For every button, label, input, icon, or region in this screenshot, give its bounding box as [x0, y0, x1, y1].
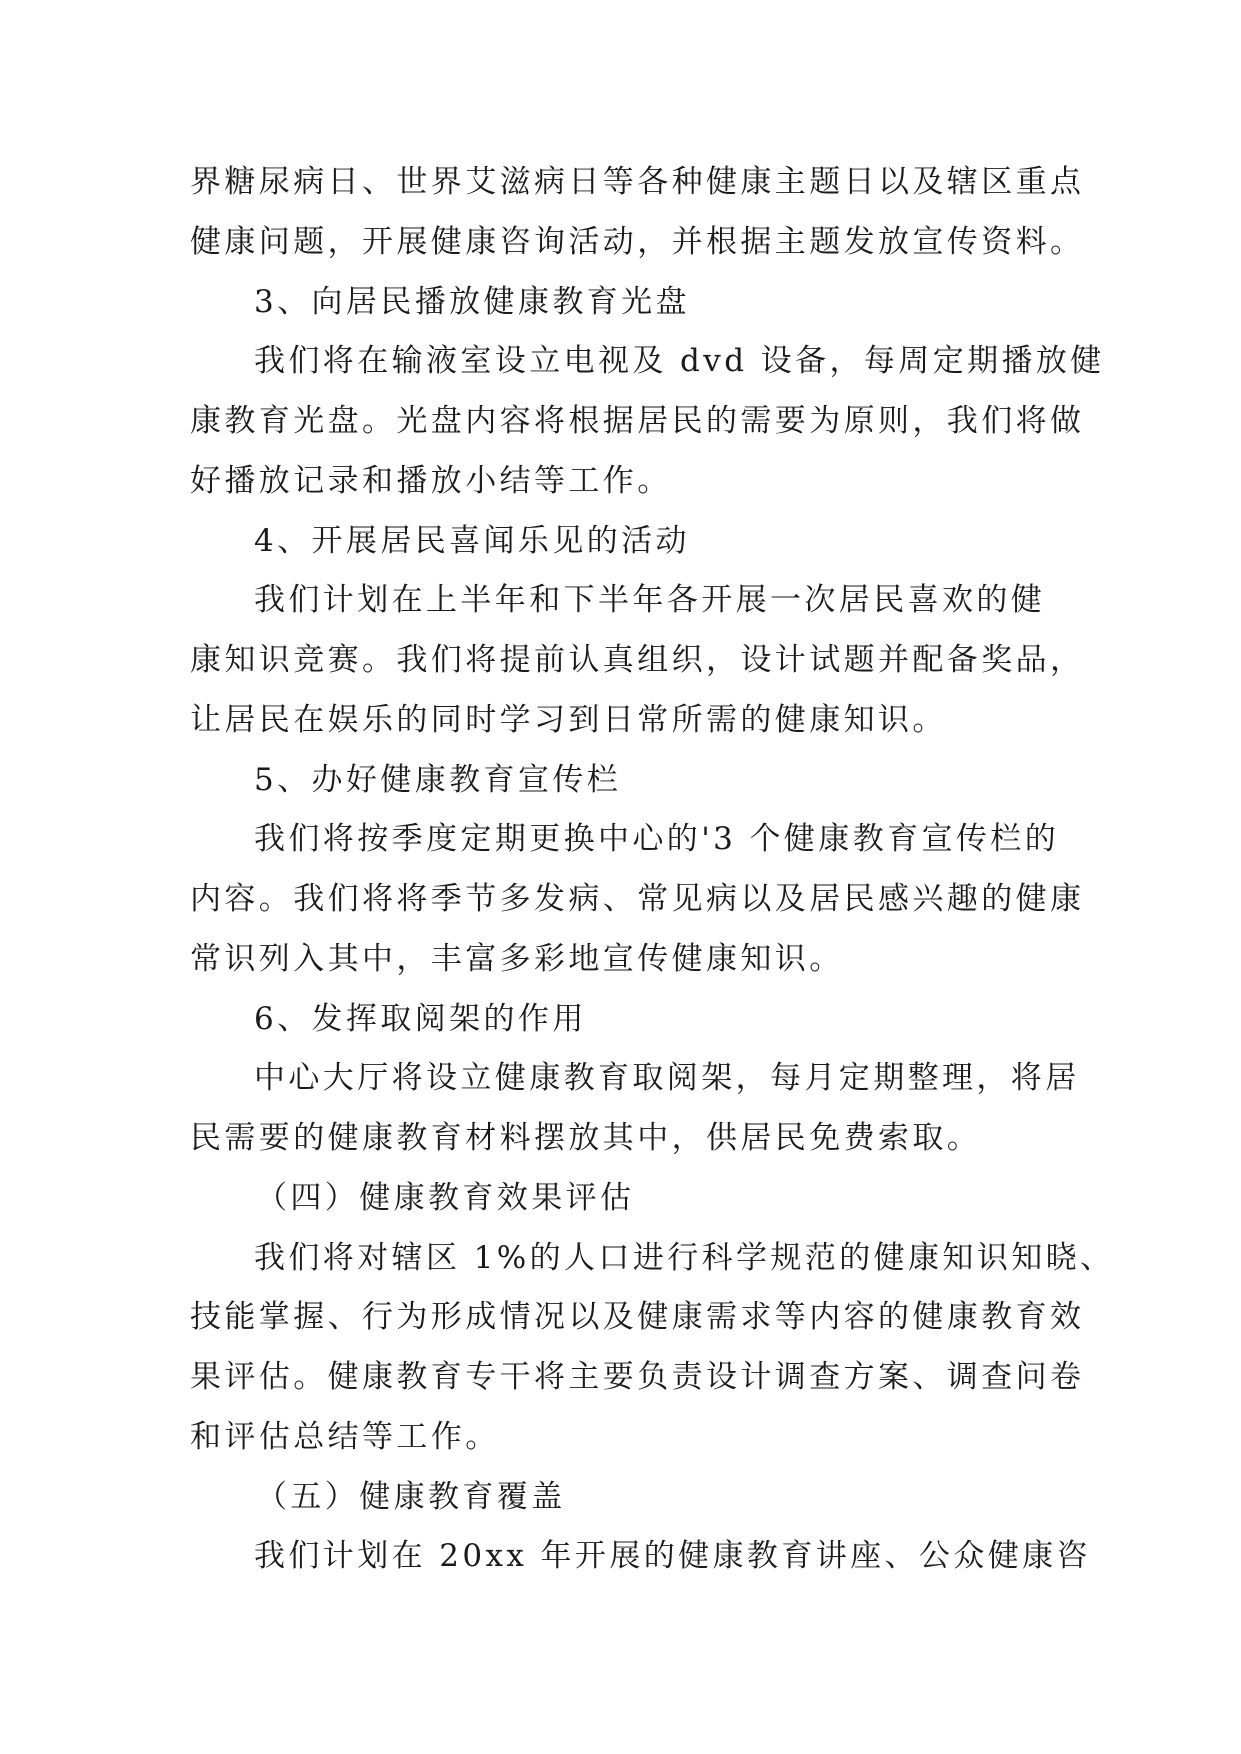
paragraph-line: 常识列入其中，丰富多彩地宣传健康知识。	[190, 941, 844, 977]
paragraph-line: 和评估总结等工作。	[190, 1419, 500, 1455]
paragraph-line: 我们将对辖区 1%的人口进行科学规范的健康知识知晓、	[254, 1240, 1115, 1276]
subsection-heading-4: （四）健康教育效果评估	[256, 1180, 635, 1216]
paragraph-line: 我们将在输液室设立电视及 dvd 设备，每周定期播放健	[254, 343, 1105, 379]
paragraph-line: 内容。我们将将季节多发病、常见病以及居民感兴趣的健康	[190, 881, 1085, 917]
paragraph-line: 民需要的健康教育材料摆放其中，供居民免费索取。	[190, 1120, 982, 1156]
paragraph-line: 中心大厅将设立健康教育取阅架，每月定期整理，将居	[254, 1060, 1080, 1096]
paragraph-line: 康知识竞赛。我们将提前认真组织，设计试题并配备奖品，	[190, 642, 1085, 678]
paragraph-line: 技能掌握、行为形成情况以及健康需求等内容的健康教育效	[190, 1299, 1085, 1335]
section-heading-6: 6、发挥取阅架的作用	[254, 1001, 587, 1037]
section-heading-5: 5、办好健康教育宣传栏	[254, 762, 622, 798]
paragraph-line: 我们将按季度定期更换中心的'3 个健康教育宣传栏的	[254, 821, 1060, 857]
paragraph-line: 康教育光盘。光盘内容将根据居民的需要为原则，我们将做	[190, 403, 1085, 439]
subsection-heading-5: （五）健康教育覆盖	[256, 1479, 566, 1515]
paragraph-line: 好播放记录和播放小结等工作。	[190, 463, 672, 499]
paragraph-line: 让居民在娱乐的同时学习到日常所需的健康知识。	[190, 702, 947, 738]
section-heading-3: 3、向居民播放健康教育光盘	[254, 284, 690, 320]
paragraph-line: 我们计划在 20xx 年开展的健康教育讲座、公众健康咨	[254, 1538, 1091, 1574]
paragraph-line: 健康问题，开展健康咨询活动，并根据主题发放宣传资料。	[190, 224, 1085, 260]
paragraph-line: 我们计划在上半年和下半年各开展一次居民喜欢的健	[254, 582, 1046, 618]
paragraph-line: 界糖尿病日、世界艾滋病日等各种健康主题日以及辖区重点	[190, 164, 1085, 200]
paragraph-line: 果评估。健康教育专干将主要负责设计调查方案、调查问卷	[190, 1359, 1085, 1395]
section-heading-4: 4、开展居民喜闻乐见的活动	[254, 523, 690, 559]
